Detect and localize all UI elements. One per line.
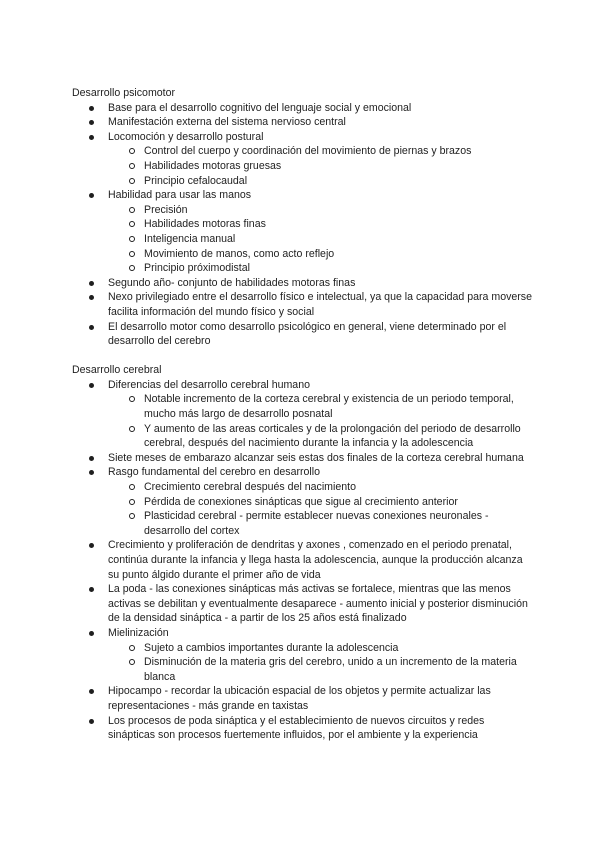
hollow-bullet-icon xyxy=(129,659,135,665)
filled-bullet-icon xyxy=(89,543,94,548)
list-item xyxy=(72,538,532,582)
list-item xyxy=(72,276,532,291)
sub-bullet-list xyxy=(108,480,532,538)
sub-list-item xyxy=(108,247,532,262)
sub-list-item xyxy=(108,261,532,276)
filled-bullet-icon xyxy=(89,325,94,330)
hollow-bullet-icon xyxy=(129,426,135,432)
hollow-bullet-icon xyxy=(129,163,135,169)
sub-list-item xyxy=(108,174,532,189)
list-item xyxy=(72,451,532,466)
hollow-bullet-icon xyxy=(129,499,135,505)
sub-list-item xyxy=(108,144,532,159)
sub-list-item-text: Movimiento de manos, como acto reflejo xyxy=(144,247,335,260)
list-item-text: Diferencias del desarrollo cerebral humano xyxy=(108,378,310,391)
filled-bullet-icon xyxy=(89,383,94,388)
hollow-bullet-icon xyxy=(129,236,135,242)
sub-list-item-text: Y aumento de las areas corticales y de la prolongación del periodo de desarrollo cerebral, después del nacimiento durante la infancia y la adolescencia xyxy=(144,422,521,450)
sub-list-item-text: Inteligencia manual xyxy=(144,232,236,245)
sub-list-item-text: Notable incremento de la corteza cerebral y existencia de un periodo temporal, mucho más largo de desarrollo posnatal xyxy=(144,393,514,421)
sub-bullet-list xyxy=(108,641,532,685)
sub-bullet-list xyxy=(108,203,532,276)
bullet-list xyxy=(72,101,532,349)
filled-bullet-icon xyxy=(89,135,94,140)
list-item-text: Habilidad para usar las manos xyxy=(108,189,252,202)
hollow-bullet-icon xyxy=(129,251,135,257)
sub-list-item-text: Principio cefalocaudal xyxy=(144,174,248,187)
filled-bullet-icon xyxy=(89,587,94,592)
list-item-text: El desarrollo motor como desarrollo psicológico en general, viene determinado por el desarrollo del cerebro xyxy=(108,320,507,348)
list-item xyxy=(72,320,532,349)
sub-list-item xyxy=(108,480,532,495)
list-item-text: Mielinización xyxy=(108,626,169,639)
list-item xyxy=(72,290,532,319)
sub-list-item xyxy=(108,217,532,232)
list-item xyxy=(72,626,532,684)
hollow-bullet-icon xyxy=(129,484,135,490)
hollow-bullet-icon xyxy=(129,221,135,227)
list-item-text: Nexo privilegiado entre el desarrollo físico e intelectual, ya que la capacidad para moverse facilita información del mundo físico y social xyxy=(108,291,532,318)
section-spacer xyxy=(72,349,532,364)
list-item-text: Locomoción y desarrollo postural xyxy=(108,130,264,143)
list-item xyxy=(72,188,532,276)
list-item-text: Crecimiento y proliferación de dendritas y axones , comenzado en el periodo prenatal, continúa durante la infancia y llega hasta la adolescencia, aunque la producción alcanza su punto álgido durante el primer año de vida xyxy=(108,539,523,581)
filled-bullet-icon xyxy=(89,120,94,125)
list-item xyxy=(72,714,532,743)
document-page xyxy=(72,86,532,743)
filled-bullet-icon xyxy=(89,470,94,475)
list-item-text: Manifestación externa del sistema nervioso central xyxy=(108,116,346,129)
list-item-text: Hipocampo - recordar la ubicación espacial de los objetos y permite actualizar las representaciones - más grande en taxistas xyxy=(108,685,491,712)
list-item-text: Siete meses de embarazo alcanzar seis estas dos finales de la corteza cerebral humana xyxy=(108,451,524,464)
list-item xyxy=(72,582,532,626)
list-item xyxy=(72,465,532,538)
sub-list-item-text: Sujeto a cambios importantes durante la adolescencia xyxy=(144,641,399,654)
sub-list-item xyxy=(108,232,532,247)
list-item xyxy=(72,101,532,116)
list-item-text: Base para el desarrollo cognitivo del lenguaje social y emocional xyxy=(108,101,412,114)
section xyxy=(72,363,532,742)
hollow-bullet-icon xyxy=(129,396,135,402)
hollow-bullet-icon xyxy=(129,513,135,519)
sub-bullet-list xyxy=(108,392,532,450)
filled-bullet-icon xyxy=(89,719,94,724)
sub-list-item-text: Precisión xyxy=(144,203,188,216)
list-item xyxy=(72,684,532,713)
filled-bullet-icon xyxy=(89,689,94,694)
hollow-bullet-icon xyxy=(129,207,135,213)
filled-bullet-icon xyxy=(89,193,94,198)
sub-list-item xyxy=(108,392,532,421)
list-item-text: La poda - las conexiones sinápticas más activas se fortalece, mientras que las menos activas se debilitan y eventualmente desaparece - aumento inicial y posterior disminución de la densidad sináptica - a partir de los 25 años está finalizado xyxy=(108,583,528,625)
filled-bullet-icon xyxy=(89,281,94,286)
list-item xyxy=(72,130,532,188)
list-item-text: Rasgo fundamental del cerebro en desarrollo xyxy=(108,466,321,479)
list-item-text: Segundo año- conjunto de habilidades motoras finas xyxy=(108,276,356,289)
sub-list-item-text: Plasticidad cerebral - permite establecer nuevas conexiones neuronales - desarrollo del cortex xyxy=(144,510,489,537)
sub-list-item-text: Disminución de la materia gris del cerebro, unido a un incremento de la materia blanca xyxy=(144,656,517,683)
sub-list-item xyxy=(108,655,532,684)
hollow-bullet-icon xyxy=(129,148,135,154)
sub-list-item-text: Crecimiento cerebral después del nacimiento xyxy=(144,481,356,494)
section-title: Desarrollo psicomotor xyxy=(72,87,176,99)
sub-list-item-text: Habilidades motoras gruesas xyxy=(144,159,282,172)
sub-list-item xyxy=(108,641,532,656)
filled-bullet-icon xyxy=(89,295,94,300)
section-title: Desarrollo cerebral xyxy=(72,364,162,377)
sub-list-item-text: Control del cuerpo y coordinación del movimiento de piernas y brazos xyxy=(144,145,472,158)
sub-list-item xyxy=(108,509,532,538)
hollow-bullet-icon xyxy=(129,265,135,271)
sub-list-item xyxy=(108,159,532,174)
sub-list-item-text: Principio próximodistal xyxy=(144,262,250,275)
sub-list-item-text: Habilidades motoras finas xyxy=(144,218,266,231)
bullet-list xyxy=(72,378,532,743)
filled-bullet-icon xyxy=(89,456,94,461)
list-item-text: Los procesos de poda sináptica y el establecimiento de nuevos circuitos y redes sinápticas son procesos fuertemente influidos, por el ambiente y la experiencia xyxy=(108,714,485,742)
hollow-bullet-icon xyxy=(129,178,135,184)
hollow-bullet-icon xyxy=(129,645,135,651)
list-item xyxy=(72,378,532,451)
sub-list-item xyxy=(108,495,532,510)
list-item xyxy=(72,115,532,130)
sub-list-item-text: Pérdida de conexiones sinápticas que sigue al crecimiento anterior xyxy=(144,495,458,508)
sub-list-item xyxy=(108,203,532,218)
sub-bullet-list xyxy=(108,144,532,188)
sub-list-item xyxy=(108,422,532,451)
filled-bullet-icon xyxy=(89,631,94,636)
section xyxy=(72,86,532,349)
filled-bullet-icon xyxy=(89,106,94,111)
